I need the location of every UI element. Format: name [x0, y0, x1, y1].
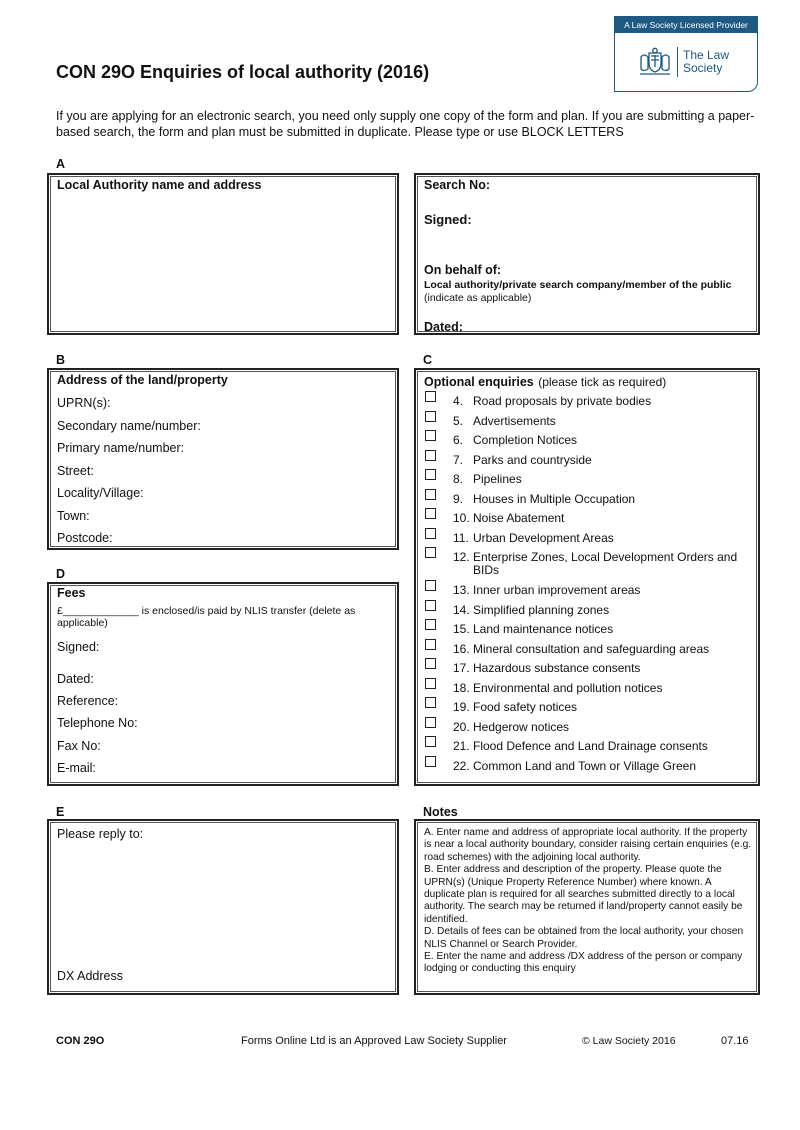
enquiry-label: Food safety notices — [473, 700, 578, 714]
enquiry-label: Environmental and pollution notices — [473, 680, 663, 695]
enquiry-number: 8. — [453, 472, 464, 486]
enquiry-checkbox[interactable] — [425, 469, 436, 480]
section-a-letter: A — [56, 157, 66, 171]
enquiry-label: Urban Development Areas — [473, 530, 614, 545]
footer-copyright: © Law Society 2016 — [582, 1035, 676, 1047]
enquiry-number: 14. — [453, 602, 470, 617]
dx-address-label: DX Address — [57, 969, 124, 983]
enquiry-checkbox[interactable] — [425, 450, 436, 461]
enquiry-label: Pipelines — [473, 472, 522, 486]
optional-heading-text: Optional enquiries — [424, 375, 534, 389]
enquiry-number: 19. — [453, 700, 470, 714]
enquiry-checkbox[interactable] — [425, 411, 436, 422]
law-society-logo — [614, 16, 758, 92]
note-line: E. Enter the name and address /DX address of the person or company lodging or conducting this enquiry — [424, 951, 743, 975]
enquiry-number: 16. — [453, 641, 470, 656]
enquiry-checkbox[interactable] — [425, 547, 436, 558]
enquiry-label: Flood Defence and Land Drainage consents — [473, 739, 708, 753]
logo-name: The Law Society — [683, 48, 730, 75]
enquiry-checkbox[interactable] — [425, 430, 436, 441]
note-line: A. Enter name and address of appropriate local authority. If the property is near a local authority boundary, consider raising certain enquiries (e.g. road schemes) with the adjoining local authority. — [424, 827, 752, 863]
enquiry-number: 21. — [453, 739, 470, 753]
enquiry-label: Mineral consultation and safeguarding areas — [473, 641, 710, 656]
reply-label: Please reply to: — [57, 827, 144, 841]
enquiry-number: 13. — [453, 583, 470, 597]
search-no-label: Search No: — [424, 178, 490, 192]
fees-field-label: E-mail: — [57, 761, 96, 775]
property-address-box[interactable] — [47, 368, 399, 550]
enquiry-checkbox[interactable] — [425, 756, 436, 767]
enquiry-checkbox[interactable] — [425, 489, 436, 500]
enquiry-number: 10. — [453, 511, 470, 525]
enquiry-checkbox[interactable] — [425, 619, 436, 630]
notes-heading: Notes — [423, 805, 458, 819]
note-line: B. Enter address and description of the property. Please quote the UPRN(s) (Unique Property Reference Number) where known. A duplicate plan is required for all searches submitted directly to a local authority. The search may be returned if land/property cannot easily be identified. — [424, 864, 743, 925]
optional-heading — [424, 373, 752, 391]
enquiry-label: Common Land and Town or Village Green — [473, 758, 697, 773]
fees-field-label: Signed: — [57, 640, 100, 654]
property-field-label: Postcode: — [57, 531, 113, 545]
enquiry-checkbox[interactable] — [425, 528, 436, 539]
enquiry-number: 11. — [453, 530, 469, 545]
enquiry-checkbox[interactable] — [425, 508, 436, 519]
enquiry-number: 20. — [453, 719, 470, 734]
enquiry-checkbox[interactable] — [425, 600, 436, 611]
enquiry-label: Simplified planning zones — [473, 602, 610, 617]
fee-line: £_____________ is enclosed/is paid by NLIS transfer (delete as applicable) — [57, 605, 356, 629]
note-line: D. Details of fees can be obtained from the local authority, your chosen NLIS Channel or Search Provider. — [424, 926, 744, 950]
fees-heading: Fees — [57, 586, 86, 600]
enquiry-checkbox[interactable] — [425, 736, 436, 747]
enquiry-number: 22. — [453, 758, 470, 773]
intro-text: If you are applying for an electronic search, you need only supply one copy of the form and plan. If you are submitting a paper-based search, the form and plan must be submitted in duplicate. Please type or use BLOCK LETTERS — [56, 109, 755, 139]
fees-box[interactable] — [47, 582, 399, 786]
dated-label-a: Dated: — [424, 320, 463, 334]
enquiry-label: Houses in Multiple Occupation — [473, 491, 636, 506]
fees-field-label: Telephone No: — [57, 716, 138, 730]
enquiry-checkbox[interactable] — [425, 639, 436, 650]
enquiry-label: Road proposals by private bodies — [473, 394, 652, 408]
fees-field-label: Reference: — [57, 694, 119, 708]
enquiry-label: Parks and countryside — [473, 452, 592, 467]
enquiry-label: Hedgerow notices — [473, 719, 570, 734]
page-title: CON 29O Enquiries of local authority (2016) — [56, 62, 430, 82]
enquiry-number: 15. — [453, 622, 470, 636]
footer-supplier: Forms Online Ltd is an Approved Law Society Supplier — [241, 1035, 507, 1047]
section-e-letter: E — [56, 805, 65, 819]
enquiry-checkbox[interactable] — [425, 658, 436, 669]
signed-label-a: Signed: — [424, 212, 472, 227]
search-details-box[interactable] — [414, 173, 760, 335]
property-field-label: Primary name/number: — [57, 441, 185, 455]
section-d-letter: D — [56, 567, 66, 581]
property-field-label: Street: — [57, 463, 94, 478]
optional-enquiries-box — [414, 368, 760, 786]
notes-text — [424, 827, 752, 976]
authority-box[interactable] — [47, 173, 399, 335]
authority-label: Local Authority name and address — [57, 178, 262, 192]
enquiry-number: 6. — [453, 433, 464, 447]
enquiry-checkbox[interactable] — [425, 697, 436, 708]
behalf-note: (indicate as applicable) — [424, 292, 532, 304]
enquiry-number: 4. — [453, 394, 464, 408]
property-heading: Address of the land/property — [57, 373, 228, 387]
fees-field-label: Fax No: — [57, 739, 101, 753]
behalf-label: On behalf of: — [424, 263, 502, 277]
enquiry-label: Enterprise Zones, Local Development Orders and BIDs — [473, 550, 738, 577]
enquiry-number: 5. — [453, 413, 464, 428]
notes-box — [414, 819, 760, 995]
section-b-letter: B — [56, 353, 66, 367]
optional-heading-note: (please tick as required) — [538, 375, 667, 389]
enquiry-number: 12. — [453, 550, 470, 564]
footer-form-code: CON 29O — [56, 1035, 105, 1047]
fees-field-label: Dated: — [57, 672, 94, 686]
enquiry-label: Advertisements — [473, 413, 556, 428]
property-field-label: Secondary name/number: — [57, 418, 201, 433]
enquiry-checkbox[interactable] — [425, 391, 436, 402]
logo-banner: A Law Society Licensed Provider — [615, 17, 757, 33]
reply-box[interactable] — [47, 819, 399, 995]
enquiry-number: 9. — [453, 491, 464, 506]
crest-icon — [637, 47, 673, 77]
enquiry-label: Inner urban improvement areas — [473, 583, 641, 597]
enquiry-number: 18. — [453, 680, 470, 695]
enquiry-number: 7. — [453, 452, 464, 467]
enquiry-checkbox[interactable] — [425, 580, 436, 591]
property-field-label: Town: — [57, 508, 90, 523]
enquiry-checkbox[interactable] — [425, 678, 436, 689]
enquiry-label: Land maintenance notices — [473, 622, 614, 636]
section-c-letter: C — [423, 353, 433, 367]
logo-divider — [677, 47, 678, 77]
behalf-options: Local authority/private search company/member of the public — [424, 279, 732, 291]
property-field-label: Locality/Village: — [57, 486, 144, 500]
enquiry-label: Completion Notices — [473, 433, 578, 447]
enquiry-checkbox[interactable] — [425, 717, 436, 728]
footer-version: 07.16 — [721, 1035, 749, 1047]
enquiry-label: Noise Abatement — [473, 511, 565, 525]
enquiry-label: Hazardous substance consents — [473, 661, 641, 675]
property-field-label: UPRN(s): — [57, 396, 111, 410]
enquiry-number: 17. — [453, 661, 470, 675]
